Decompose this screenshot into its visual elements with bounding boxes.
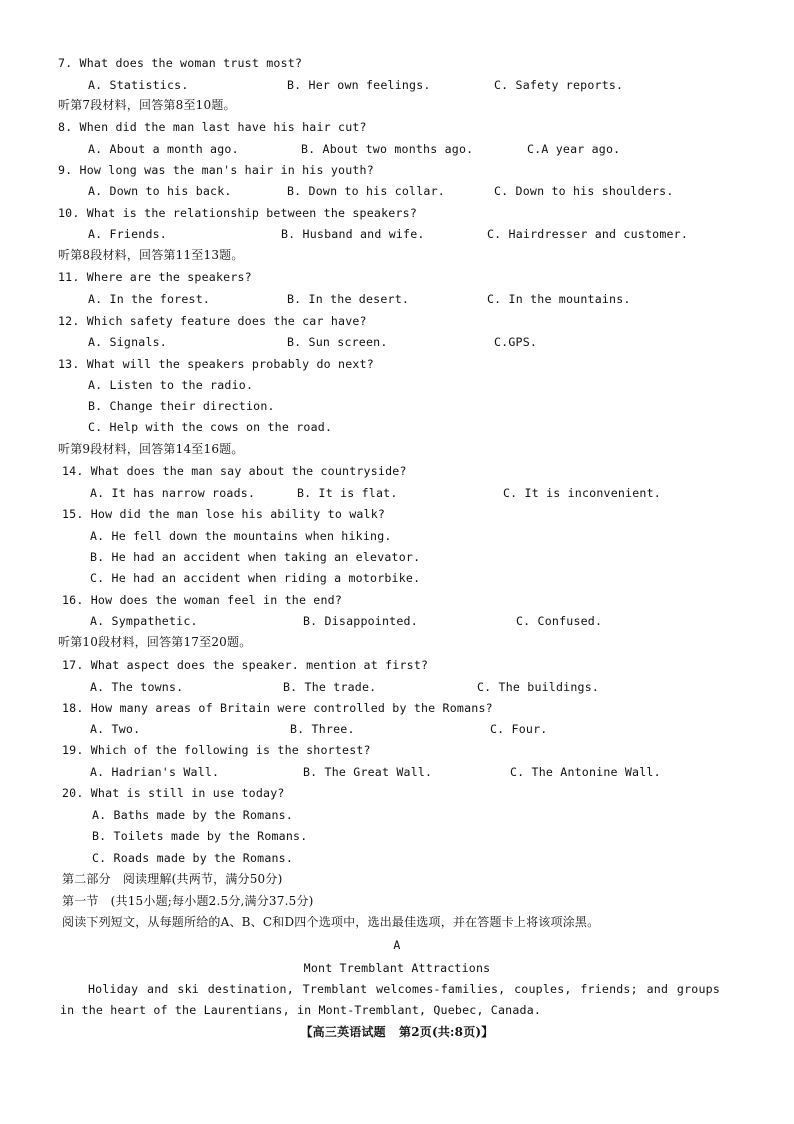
question-14-option-b: B. It is flat. xyxy=(297,486,398,500)
passage-title: Mont Tremblant Attractions xyxy=(303,961,491,975)
reading-instructions: 阅读下列短文，从每题所给的A、B、C和D四个选项中，选出最佳选项，并在答题卡上将该项涂黑。 xyxy=(62,915,600,929)
question-20-option-a: A. Baths made by the Romans. xyxy=(92,808,294,822)
question-13-option-b: B. Change their direction. xyxy=(88,399,275,413)
question-7-option-c: C. Safety reports. xyxy=(494,78,624,92)
question-12-stem: 12. Which safety feature does the car have? xyxy=(58,314,367,328)
question-8-option-a: A. About a month ago. xyxy=(88,142,239,156)
question-16-option-c: C. Confused. xyxy=(516,614,603,628)
question-13-option-a: A. Listen to the radio. xyxy=(88,378,254,392)
question-15-stem: 15. How did the man lose his ability to walk? xyxy=(62,507,386,521)
section-heading-9: 听第9段材料，回答第14至16题。 xyxy=(58,442,244,456)
question-20-option-c: C. Roads made by the Romans. xyxy=(92,851,294,865)
part2-section1-heading: 第一节 (共15小题;每小题2.5分,满分37.5分) xyxy=(62,894,314,908)
question-8-option-c: C.A year ago. xyxy=(527,142,621,156)
question-13-stem: 13. What will the speakers probably do next? xyxy=(58,357,374,371)
question-9-option-a: A. Down to his back. xyxy=(88,184,232,198)
question-19-stem: 19. Which of the following is the shortest? xyxy=(62,743,371,757)
question-12-option-a: A. Signals. xyxy=(88,335,167,349)
part2-heading: 第二部分 阅读理解(共两节，满分50分) xyxy=(62,872,283,886)
section-heading-8: 听第8段材料，回答第11至13题。 xyxy=(58,248,244,262)
question-7-stem: 7. What does the woman trust most? xyxy=(58,56,303,70)
question-8-stem: 8. When did the man last have his hair cut? xyxy=(58,120,367,134)
question-9-stem: 9. How long was the man's hair in his youth? xyxy=(58,163,374,177)
passage-paragraph xyxy=(60,979,720,1021)
question-10-option-c: C. Hairdresser and customer. xyxy=(487,227,689,241)
question-16-stem: 16. How does the woman feel in the end? xyxy=(62,593,343,607)
question-7-option-a: A. Statistics. xyxy=(88,78,189,92)
passage-letter: A xyxy=(393,938,401,952)
question-18-option-b: B. Three. xyxy=(290,722,355,736)
question-17-option-c: C. The buildings. xyxy=(477,680,600,694)
question-17-option-a: A. The towns. xyxy=(90,680,184,694)
question-18-option-a: A. Two. xyxy=(90,722,141,736)
question-17-stem: 17. What aspect does the speaker. mention at first? xyxy=(62,658,429,672)
question-19-option-c: C. The Antonine Wall. xyxy=(510,765,661,779)
question-10-stem: 10. What is the relationship between the speakers? xyxy=(58,206,418,220)
question-11-stem: 11. Where are the speakers? xyxy=(58,270,252,284)
question-18-option-c: C. Four. xyxy=(490,722,548,736)
question-17-option-b: B. The trade. xyxy=(283,680,377,694)
question-12-option-b: B. Sun screen. xyxy=(287,335,388,349)
question-19-option-a: A. Hadrian's Wall. xyxy=(90,765,220,779)
question-15-option-a: A. He fell down the mountains when hiking. xyxy=(90,529,392,543)
question-16-option-b: B. Disappointed. xyxy=(303,614,418,628)
section-heading-7: 听第7段材料，回答第8至10题。 xyxy=(58,98,236,112)
question-13-option-c: C. Help with the cows on the road. xyxy=(88,420,333,434)
question-7-option-b: B. Her own feelings. xyxy=(287,78,431,92)
section-heading-10: 听第10段材料，回答第17至20题。 xyxy=(58,635,252,649)
question-14-stem: 14. What does the man say about the countryside? xyxy=(62,464,407,478)
question-14-option-c: C. It is inconvenient. xyxy=(503,486,661,500)
question-12-option-c: C.GPS. xyxy=(494,335,538,349)
question-18-stem: 18. How many areas of Britain were controlled by the Romans? xyxy=(62,701,493,715)
question-10-option-b: B. Husband and wife. xyxy=(281,227,425,241)
question-20-stem: 20. What is still in use today? xyxy=(62,786,285,800)
question-14-option-a: A. It has narrow roads. xyxy=(90,486,256,500)
question-10-option-a: A. Friends. xyxy=(88,227,167,241)
question-20-option-b: B. Toilets made by the Romans. xyxy=(92,829,308,843)
question-16-option-a: A. Sympathetic. xyxy=(90,614,198,628)
question-9-option-b: B. Down to his collar. xyxy=(287,184,445,198)
question-9-option-c: C. Down to his shoulders. xyxy=(494,184,674,198)
question-19-option-b: B. The Great Wall. xyxy=(303,765,433,779)
question-11-option-b: B. In the desert. xyxy=(287,292,410,306)
question-8-option-b: B. About two months ago. xyxy=(301,142,474,156)
question-11-option-a: A. In the forest. xyxy=(88,292,211,306)
question-15-option-b: B. He had an accident when taking an elevator. xyxy=(90,550,421,564)
page-footer: 【高三英语试题 第2页(共:8页)】 xyxy=(300,1025,494,1039)
question-11-option-c: C. In the mountains. xyxy=(487,292,631,306)
passage-text: Holiday and ski destination, Tremblant welcomes-families, couples, friends; and groups in the heart of the Laurentians, in Mont-Tremblant, Quebec, Canada. xyxy=(60,982,720,1017)
question-15-option-c: C. He had an accident when riding a motorbike. xyxy=(90,571,421,585)
